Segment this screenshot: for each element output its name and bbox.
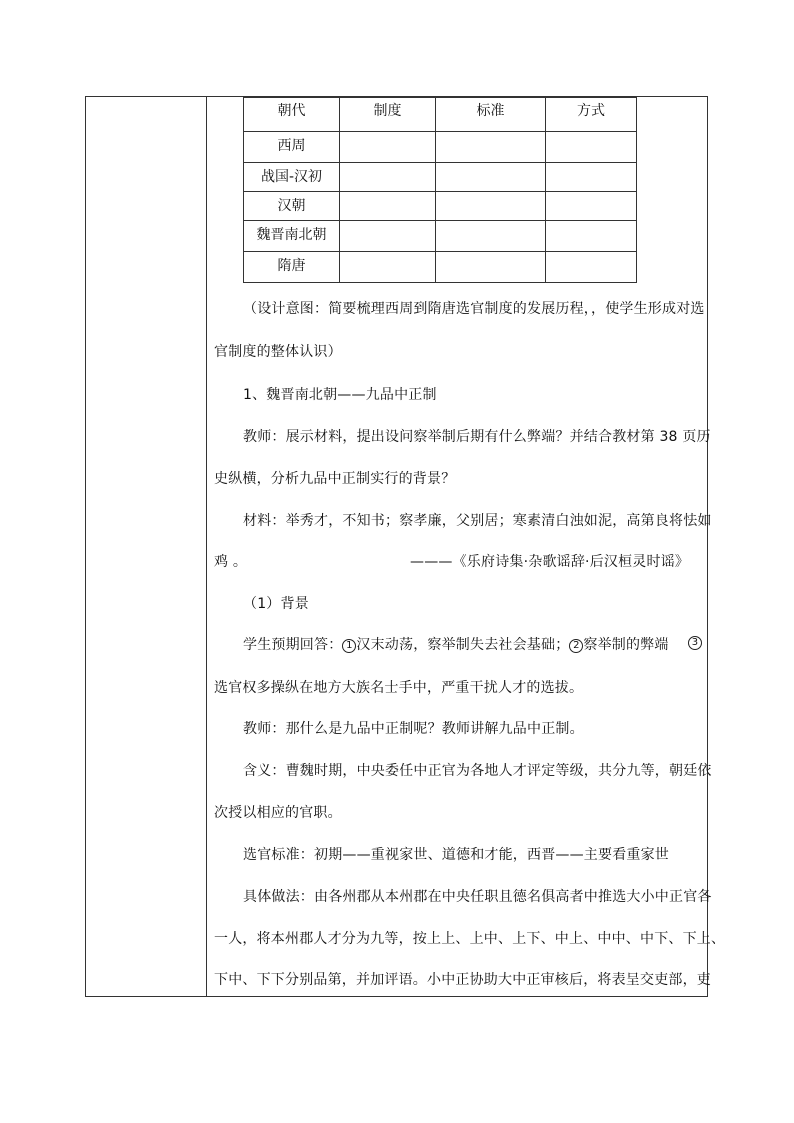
material-source: ———《乐府诗集·杂歌谣辞·后汉桓灵时谣》 xyxy=(410,554,690,570)
circled-number-3: 3 xyxy=(688,636,702,650)
cell-standard xyxy=(436,252,546,283)
cell-standard xyxy=(436,163,546,192)
cell-standard xyxy=(436,221,546,252)
table-row xyxy=(244,192,637,221)
cell-dynasty: 隋唐 xyxy=(244,252,340,283)
table-header-row xyxy=(244,98,637,132)
table-row xyxy=(244,132,637,163)
cell-method xyxy=(546,163,637,192)
cell-method xyxy=(546,252,637,283)
teacher-line-2: 史纵横，分析九品中正制实行的背景？ xyxy=(214,471,456,487)
cell-system xyxy=(340,163,436,192)
meaning-line-1: 含义：曹魏时期，中央委任中正官为各地人才评定等级，共分九等，朝廷依 xyxy=(243,763,712,779)
dynasty-table xyxy=(243,97,637,283)
cell-method xyxy=(546,192,637,221)
cell-standard xyxy=(436,132,546,163)
cell-system xyxy=(340,221,436,252)
cell-method xyxy=(546,221,637,252)
circled-number-1: 1 xyxy=(342,639,356,653)
cell-method xyxy=(546,132,637,163)
cell-dynasty: 西周 xyxy=(244,132,340,163)
cell-standard xyxy=(436,192,546,221)
teacher-line-1: 教师：展示材料，提出设问察举制后期有什么弊端？并结合教材第 38 页历 xyxy=(243,429,711,445)
column-divider xyxy=(206,96,207,997)
material-line-1: 材料：举秀才，不知书；察孝廉，父别居；寒素清白浊如泥，高第良将怯如 xyxy=(243,513,712,529)
table-row xyxy=(244,252,637,283)
circled-number-2: 2 xyxy=(569,639,583,653)
meaning-line-2: 次授以相应的官职。 xyxy=(214,805,342,821)
header-dynasty: 朝代 xyxy=(244,98,340,132)
cell-dynasty: 汉朝 xyxy=(244,192,340,221)
teacher-question-2: 教师：那什么是九品中正制呢？教师讲解九品中正制。 xyxy=(243,721,584,737)
student-answer-line-1 xyxy=(243,634,669,654)
method-line-2: 一人，将本州郡人才分为九等，按上上、上中、上下、中上、中中、中下、下上、 xyxy=(214,931,726,947)
method-line-3: 下中、下下分别品第，并加评语。小中正协助大中正审核后，将表呈交吏部，吏 xyxy=(214,972,711,988)
student-answer-marker-3 xyxy=(688,634,702,650)
design-intent-line-1: （设计意图：简要梳理西周到隋唐选官制度的发展历程，，使学生形成对选 xyxy=(243,301,705,317)
section-title: 1、魏晋南北朝——九品中正制 xyxy=(243,387,437,403)
cell-system xyxy=(340,192,436,221)
table-row xyxy=(244,221,637,252)
material-line-2: 鸡 。 xyxy=(214,554,248,570)
table-row xyxy=(244,163,637,192)
student-answer-prefix: 学生预期回答： xyxy=(243,637,343,653)
method-line-1: 具体做法：由各州郡从本州郡在中央任职且德名俱高者中推选大小中正官各 xyxy=(243,889,712,905)
background-heading: （1）背景 xyxy=(243,596,309,612)
header-system: 制度 xyxy=(340,98,436,132)
cell-dynasty: 战国-汉初 xyxy=(244,163,340,192)
header-method: 方式 xyxy=(546,98,637,132)
cell-system xyxy=(340,132,436,163)
student-answer-point-1: 汉末动荡，察举制失去社会基础； xyxy=(356,637,570,653)
cell-system xyxy=(340,252,436,283)
student-answer-line-2: 选官权多操纵在地方大族名士手中，严重干扰人才的选拔。 xyxy=(214,680,584,696)
design-intent-line-2: 官制度的整体认识） xyxy=(214,344,342,360)
header-standard: 标准 xyxy=(436,98,546,132)
student-answer-point-2: 察举制的弊端 xyxy=(583,637,669,653)
selection-standard: 选官标准：初期——重视家世、道德和才能，西晋——主要看重家世 xyxy=(243,847,669,863)
cell-dynasty: 魏晋南北朝 xyxy=(244,221,340,252)
